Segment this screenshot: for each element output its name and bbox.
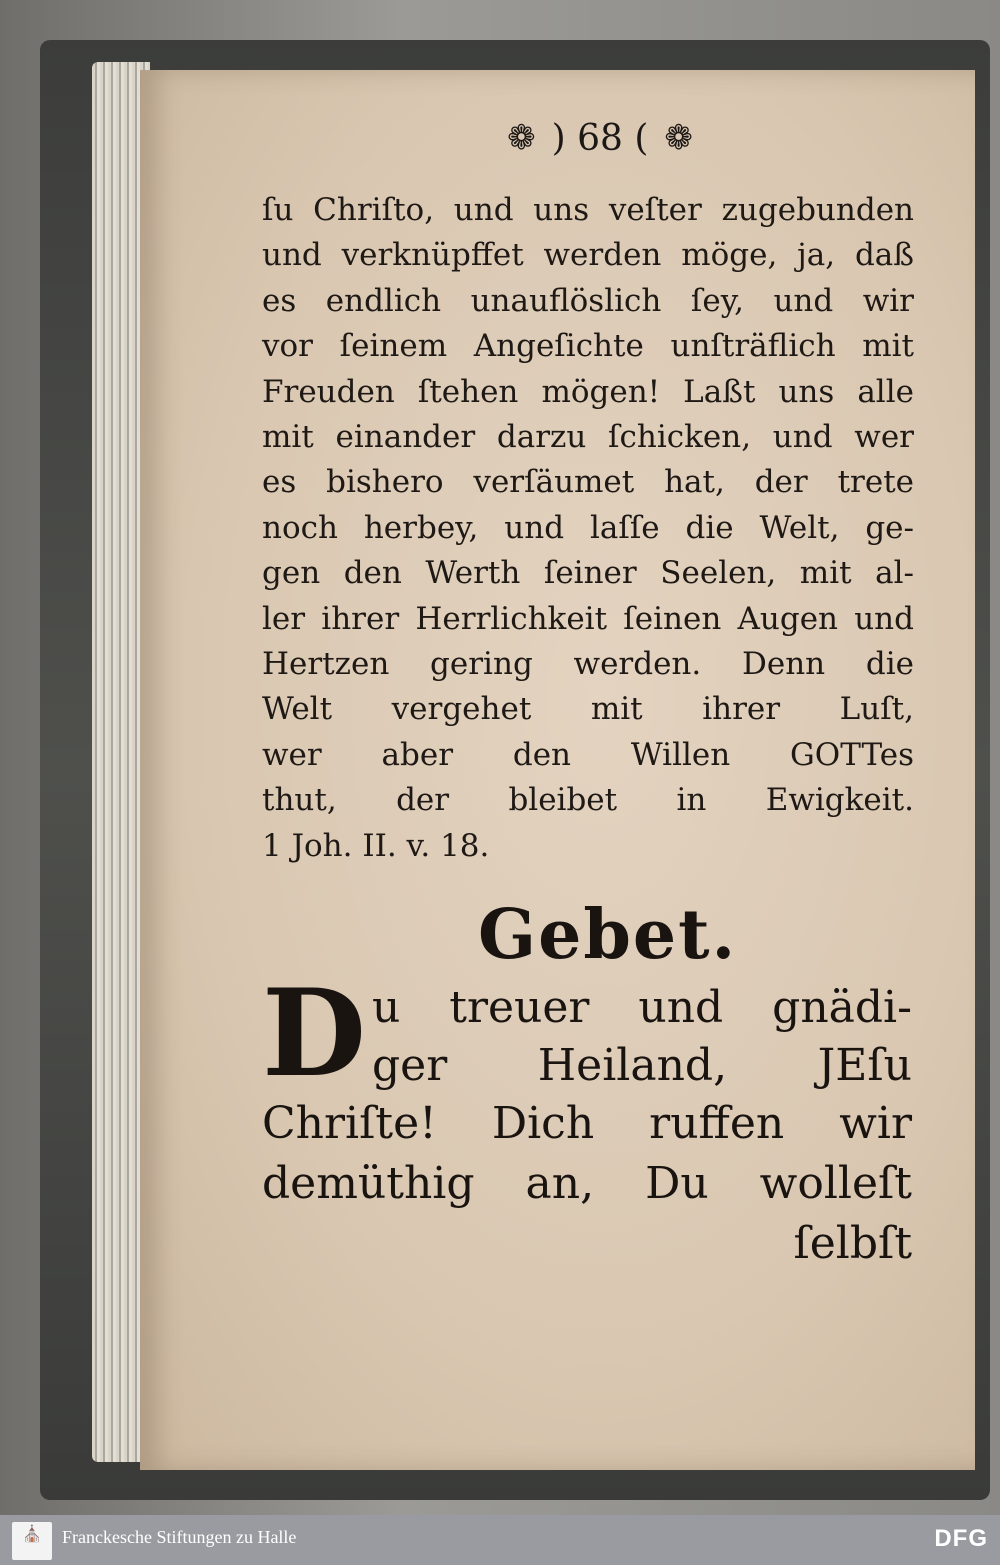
logo-mark: ⛪ xyxy=(22,1524,42,1543)
body-text xyxy=(262,188,914,869)
page-header xyxy=(440,108,760,168)
francke-foundation-logo-icon[interactable] xyxy=(12,1522,52,1560)
text-line: vor ſeinem Angeſichte unſträflich mit xyxy=(262,328,914,365)
text-line: und verknüpffet werden möge, ja, daß xyxy=(262,237,914,274)
text-line: mit einander darzu ſchicken, und wer xyxy=(262,419,914,456)
text-line: wer aber den Willen GOTTes xyxy=(262,736,914,773)
prayer-text xyxy=(262,963,912,1288)
text-line: es bishero verſäumet hat, der trete xyxy=(262,464,914,501)
prayer-line: Chriſte! Dich ruffen wir xyxy=(262,1098,912,1149)
institution-name[interactable]: Franckesche Stiftungen zu Halle xyxy=(62,1527,297,1547)
text-line: noch herbey, und laſſe die Welt, ge- xyxy=(262,509,914,546)
dfg-logo[interactable]: DFG xyxy=(934,1525,988,1552)
text-line: gen den Werth ſeiner Seelen, mit al- xyxy=(262,555,914,592)
viewer-footer xyxy=(0,1515,1000,1565)
ornament-right-icon: ❁ xyxy=(664,118,693,158)
catchword: ſelbſt xyxy=(793,1218,912,1269)
text-line: es endlich unauflöslich ſey, und wir xyxy=(262,282,914,319)
text-line: ler ihrer Herrlichkeit ſeinen Augen und xyxy=(262,600,914,637)
text-line: Freuden ſtehen mögen! Laßt uns alle xyxy=(262,373,914,410)
prayer-line: demüthig an, Du wolleſt xyxy=(262,1158,912,1209)
prayer-line: ger Heiland, JEſu xyxy=(372,1040,912,1091)
ornament-left-icon: ❁ xyxy=(507,118,536,158)
text-line: ſu Chriſto, und uns veſter zugebunden xyxy=(262,192,914,228)
page-number: ) 68 ( xyxy=(551,117,649,159)
drop-cap: D xyxy=(262,963,367,1104)
prayer-line: u treuer und gnädi- xyxy=(372,982,912,1033)
text-line: 1 Joh. II. v. 18. xyxy=(262,827,490,864)
section-heading: Gebet. xyxy=(478,895,738,975)
text-line: Welt vergehet mit ihrer Luſt, xyxy=(262,691,914,728)
text-line: Hertzen gering werden. Denn die xyxy=(262,646,914,683)
text-line: thut, der bleibet in Ewigkeit. xyxy=(262,782,914,819)
